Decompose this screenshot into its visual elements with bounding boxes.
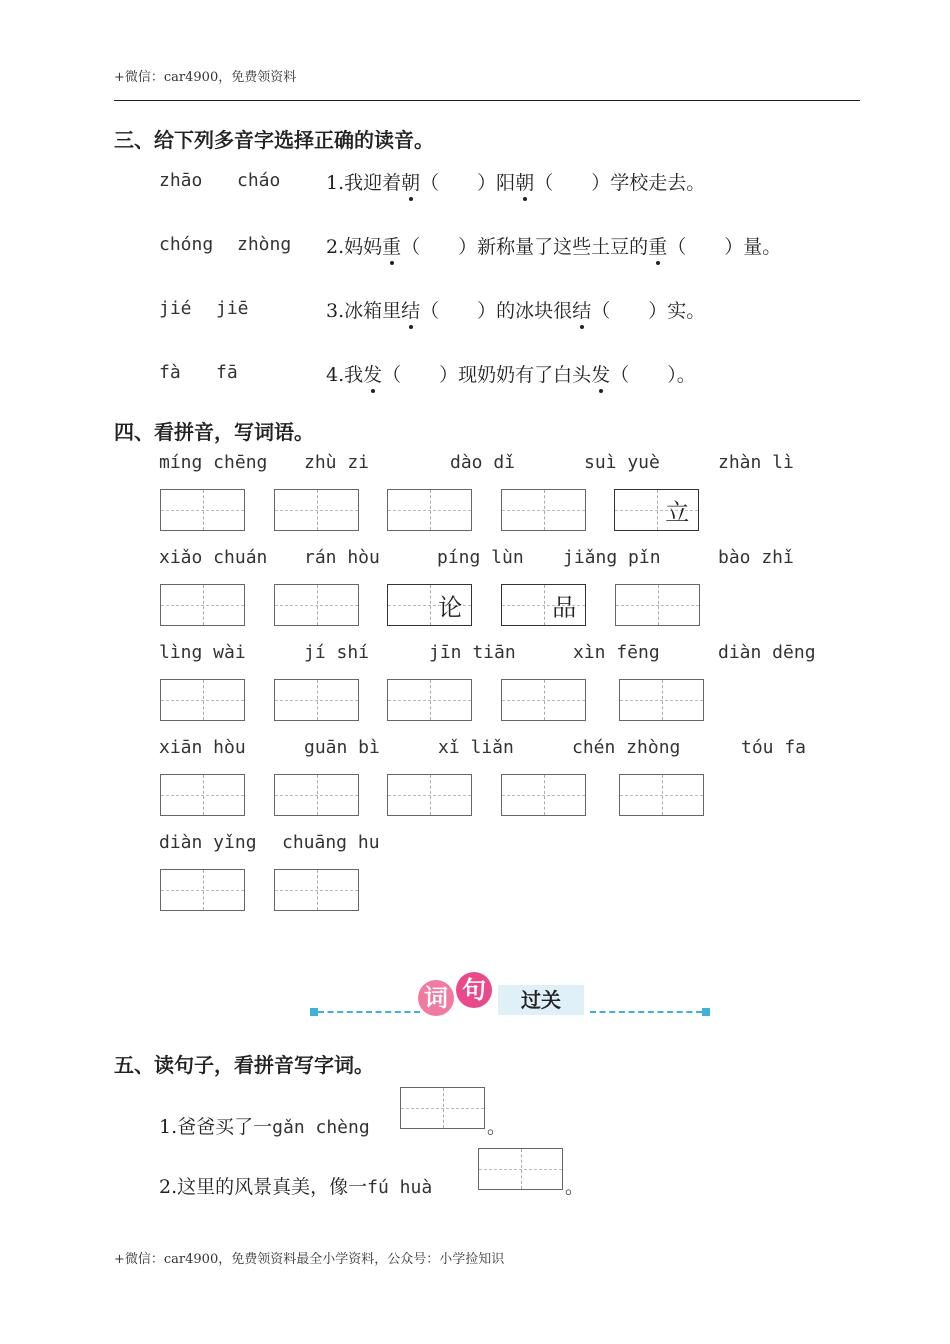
question-sentence bbox=[326, 296, 705, 323]
filled-character: 立 bbox=[665, 498, 690, 527]
section3-title: 三、给下列多音字选择正确的读音。 bbox=[114, 128, 434, 152]
writing-grid[interactable] bbox=[387, 679, 472, 721]
question-sentence bbox=[326, 232, 781, 259]
writing-grid[interactable] bbox=[615, 584, 700, 626]
writing-grid[interactable] bbox=[160, 869, 245, 911]
sentence-text: 2.这里的风景真美，像一 bbox=[159, 1176, 368, 1198]
writing-grid[interactable] bbox=[274, 869, 359, 911]
question-number: 2. bbox=[326, 236, 345, 258]
sentence-text: 我迎着 bbox=[344, 172, 402, 194]
polyphonic-char: 结 bbox=[401, 296, 420, 323]
pinyin-prompt: dào dǐ bbox=[450, 452, 516, 473]
pinyin-prompt: jīn tiān bbox=[429, 642, 516, 663]
pinyin-prompt: zhù zi bbox=[304, 452, 370, 473]
sentence-text: 我 bbox=[344, 364, 364, 386]
pinyin-option: zhòng bbox=[237, 234, 292, 255]
pinyin-prompt: xiān hòu bbox=[159, 737, 246, 758]
question-sentence bbox=[326, 168, 705, 195]
banner-right-line bbox=[590, 1011, 702, 1013]
sentence-line bbox=[159, 1112, 370, 1139]
header-rule bbox=[114, 100, 860, 101]
pinyin-prompt: lìng wài bbox=[159, 642, 246, 663]
writing-grid[interactable] bbox=[501, 584, 586, 626]
footer-text: +微信：car4900，免费领资料最全小学资料，公众号：小学捡知识 bbox=[114, 1252, 505, 1267]
question-number: 4. bbox=[326, 364, 345, 386]
sentence-text: 妈妈 bbox=[344, 236, 383, 258]
sentence-text: （ ）现奶奶有了白头 bbox=[382, 364, 592, 386]
writing-grid[interactable] bbox=[478, 1148, 563, 1190]
pinyin-prompt: bào zhǐ bbox=[718, 547, 794, 568]
banner-right-end bbox=[702, 1008, 710, 1016]
sentence-text: （ ）新称量了这些土豆的 bbox=[401, 236, 649, 258]
writing-grid[interactable] bbox=[501, 774, 586, 816]
banner-char1: 词 bbox=[418, 980, 454, 1016]
pinyin-prompt: xìn fēng bbox=[573, 642, 660, 663]
sentence-text: （ ）阳 bbox=[420, 172, 516, 194]
sentence-text: （ ）学校走去。 bbox=[534, 172, 706, 194]
question-number: 3. bbox=[326, 300, 345, 322]
pinyin-prompt: jí shí bbox=[304, 642, 370, 663]
writing-grid[interactable] bbox=[274, 489, 359, 531]
pinyin-option: jié bbox=[159, 298, 192, 319]
writing-grid[interactable] bbox=[619, 679, 704, 721]
pinyin-option: jiē bbox=[216, 298, 249, 319]
writing-grid[interactable] bbox=[387, 774, 472, 816]
pinyin-prompt: gǎn chèng bbox=[272, 1117, 370, 1138]
pinyin-prompt: rán hòu bbox=[304, 547, 380, 568]
writing-grid[interactable] bbox=[400, 1087, 485, 1129]
filled-character: 品 bbox=[552, 593, 577, 622]
banner-label: 过关 bbox=[498, 985, 584, 1015]
pinyin-prompt: diàn yǐng bbox=[159, 832, 257, 853]
pinyin-prompt: guān bì bbox=[304, 737, 380, 758]
polyphonic-char: 朝 bbox=[401, 168, 420, 195]
writing-grid[interactable] bbox=[614, 489, 699, 531]
pinyin-option: zhāo bbox=[159, 170, 203, 191]
writing-grid[interactable] bbox=[160, 489, 245, 531]
banner-char2: 句 bbox=[456, 972, 492, 1008]
pinyin-prompt: chuāng hu bbox=[282, 832, 380, 853]
pinyin-option: cháo bbox=[237, 170, 281, 191]
sentence-text: （ ）实。 bbox=[591, 300, 706, 322]
banner-left-end bbox=[310, 1008, 318, 1016]
pinyin-option: chóng bbox=[159, 234, 214, 255]
polyphonic-char: 发 bbox=[363, 360, 382, 387]
pinyin-prompt: xǐ liǎn bbox=[438, 737, 514, 758]
pinyin-prompt: zhàn lì bbox=[718, 452, 794, 473]
header-text: +微信：car4900，免费领资料 bbox=[114, 70, 297, 85]
pinyin-prompt: suì yuè bbox=[584, 452, 660, 473]
polyphonic-char: 发 bbox=[591, 360, 610, 387]
sentence-text: （ ）。 bbox=[610, 364, 696, 386]
pinyin-prompt: chén zhòng bbox=[572, 737, 681, 758]
writing-grid[interactable] bbox=[501, 489, 586, 531]
banner-left-line bbox=[318, 1011, 420, 1013]
section4-title: 四、看拼音，写词语。 bbox=[114, 420, 314, 444]
writing-grid[interactable] bbox=[274, 679, 359, 721]
pinyin-prompt: diàn dēng bbox=[718, 642, 816, 663]
sentence-end: 。 bbox=[565, 1176, 585, 1198]
writing-grid[interactable] bbox=[619, 774, 704, 816]
question-number: 1. bbox=[326, 172, 345, 194]
sentence-text: （ ）的冰块很 bbox=[420, 300, 573, 322]
writing-grid[interactable] bbox=[387, 489, 472, 531]
sentence-line bbox=[159, 1172, 432, 1199]
sentence-text: 1.爸爸买了一 bbox=[159, 1116, 273, 1138]
pinyin-option: fà bbox=[159, 362, 181, 383]
pinyin-prompt: míng chēng bbox=[159, 452, 268, 473]
filled-character: 论 bbox=[438, 593, 463, 622]
pinyin-prompt: xiǎo chuán bbox=[159, 547, 268, 568]
writing-grid[interactable] bbox=[160, 584, 245, 626]
sentence-text: （ ）量。 bbox=[667, 236, 782, 258]
polyphonic-char: 重 bbox=[382, 232, 401, 259]
polyphonic-char: 结 bbox=[572, 296, 591, 323]
writing-grid[interactable] bbox=[387, 584, 472, 626]
question-sentence bbox=[326, 360, 696, 387]
pinyin-prompt: jiǎng pǐn bbox=[563, 547, 661, 568]
pinyin-prompt: píng lùn bbox=[437, 547, 524, 568]
writing-grid[interactable] bbox=[274, 774, 359, 816]
writing-grid[interactable] bbox=[160, 774, 245, 816]
writing-grid[interactable] bbox=[274, 584, 359, 626]
writing-grid[interactable] bbox=[501, 679, 586, 721]
pinyin-option: fā bbox=[216, 362, 238, 383]
sentence-text: 冰箱里 bbox=[344, 300, 402, 322]
pinyin-prompt: fú huà bbox=[367, 1177, 433, 1198]
writing-grid[interactable] bbox=[160, 679, 245, 721]
section5-title: 五、读句子，看拼音写字词。 bbox=[114, 1053, 374, 1077]
polyphonic-char: 重 bbox=[648, 232, 667, 259]
pinyin-prompt: tóu fa bbox=[741, 737, 807, 758]
sentence-end: 。 bbox=[487, 1116, 507, 1138]
polyphonic-char: 朝 bbox=[515, 168, 534, 195]
